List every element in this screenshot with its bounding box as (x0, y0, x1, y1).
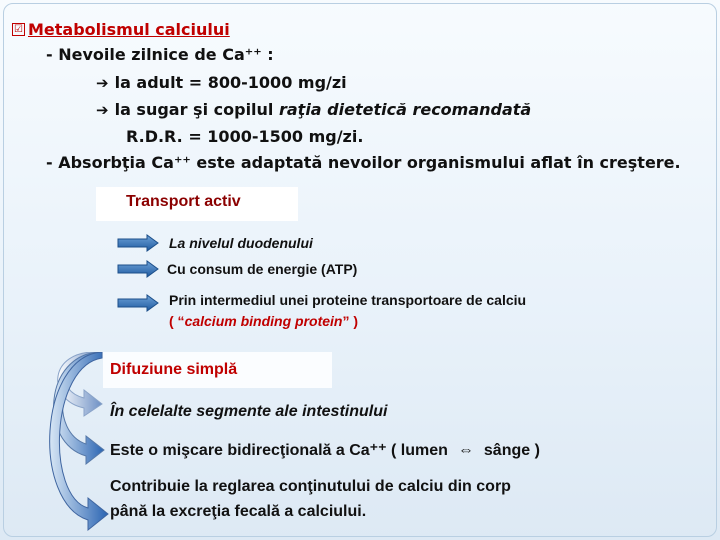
needs-heading: - Nevoile zilnice de Ca⁺⁺ : (46, 45, 274, 64)
protein-close-paren: ” ) (342, 313, 359, 329)
transport-item-duoden: La nivelul duodenului (169, 235, 313, 251)
difuziune-simpla-box: Difuziune simplă (103, 352, 332, 388)
block-arrow-icon (117, 260, 159, 278)
protein-open-paren: ( “ (169, 313, 185, 329)
miscare-text: Este o mişcare bidirecţională a Ca⁺⁺ ( lumen (110, 442, 448, 459)
needs-sugar-text: la sugar şi copilul (114, 100, 279, 119)
transport-item-atp: Cu consum de energie (ATP) (167, 261, 358, 277)
transport-protein-line1: Prin intermediul unei proteine transportoare de calciu (169, 292, 527, 308)
block-arrow-icon (117, 234, 159, 252)
transport-protein-line2 (169, 313, 358, 329)
difuziune-contribuie-2: până la excreţia fecală a calciului. (110, 503, 367, 520)
needs-adult (96, 73, 347, 92)
transport-activ-box: Transport activ (96, 187, 298, 221)
needs-absorbtie: - Absorbţia Ca⁺⁺ este adaptată nevoilor organismului aflat în creştere. (46, 153, 681, 172)
needs-sugar (96, 100, 531, 119)
miscare-sange: sânge ) (483, 442, 540, 459)
block-arrow-icon (117, 294, 159, 312)
curved-arrows-icon (44, 352, 110, 537)
difuziune-segmente: În celelalte segmente ale intestinului (110, 403, 388, 420)
double-arrow-icon: ⇔ (457, 442, 474, 459)
slide-title: Metabolismul calciului (28, 20, 230, 39)
difuziune-contribuie-1: Contribuie la reglarea conţinutului de calciu din corp (110, 478, 511, 495)
needs-adult-text: la adult = 800-1000 mg/zi (114, 73, 347, 92)
needs-sugar-italic: raţia dietetică recomandată (278, 100, 532, 119)
right-arrow-icon: ➔ (96, 101, 109, 119)
difuziune-miscare (110, 440, 540, 460)
needs-rdr: R.D.R. = 1000-1500 mg/zi. (126, 127, 364, 146)
protein-name: calcium binding protein (184, 313, 343, 329)
checkbox-icon: ☑ (12, 23, 25, 36)
right-arrow-icon: ➔ (96, 74, 109, 92)
